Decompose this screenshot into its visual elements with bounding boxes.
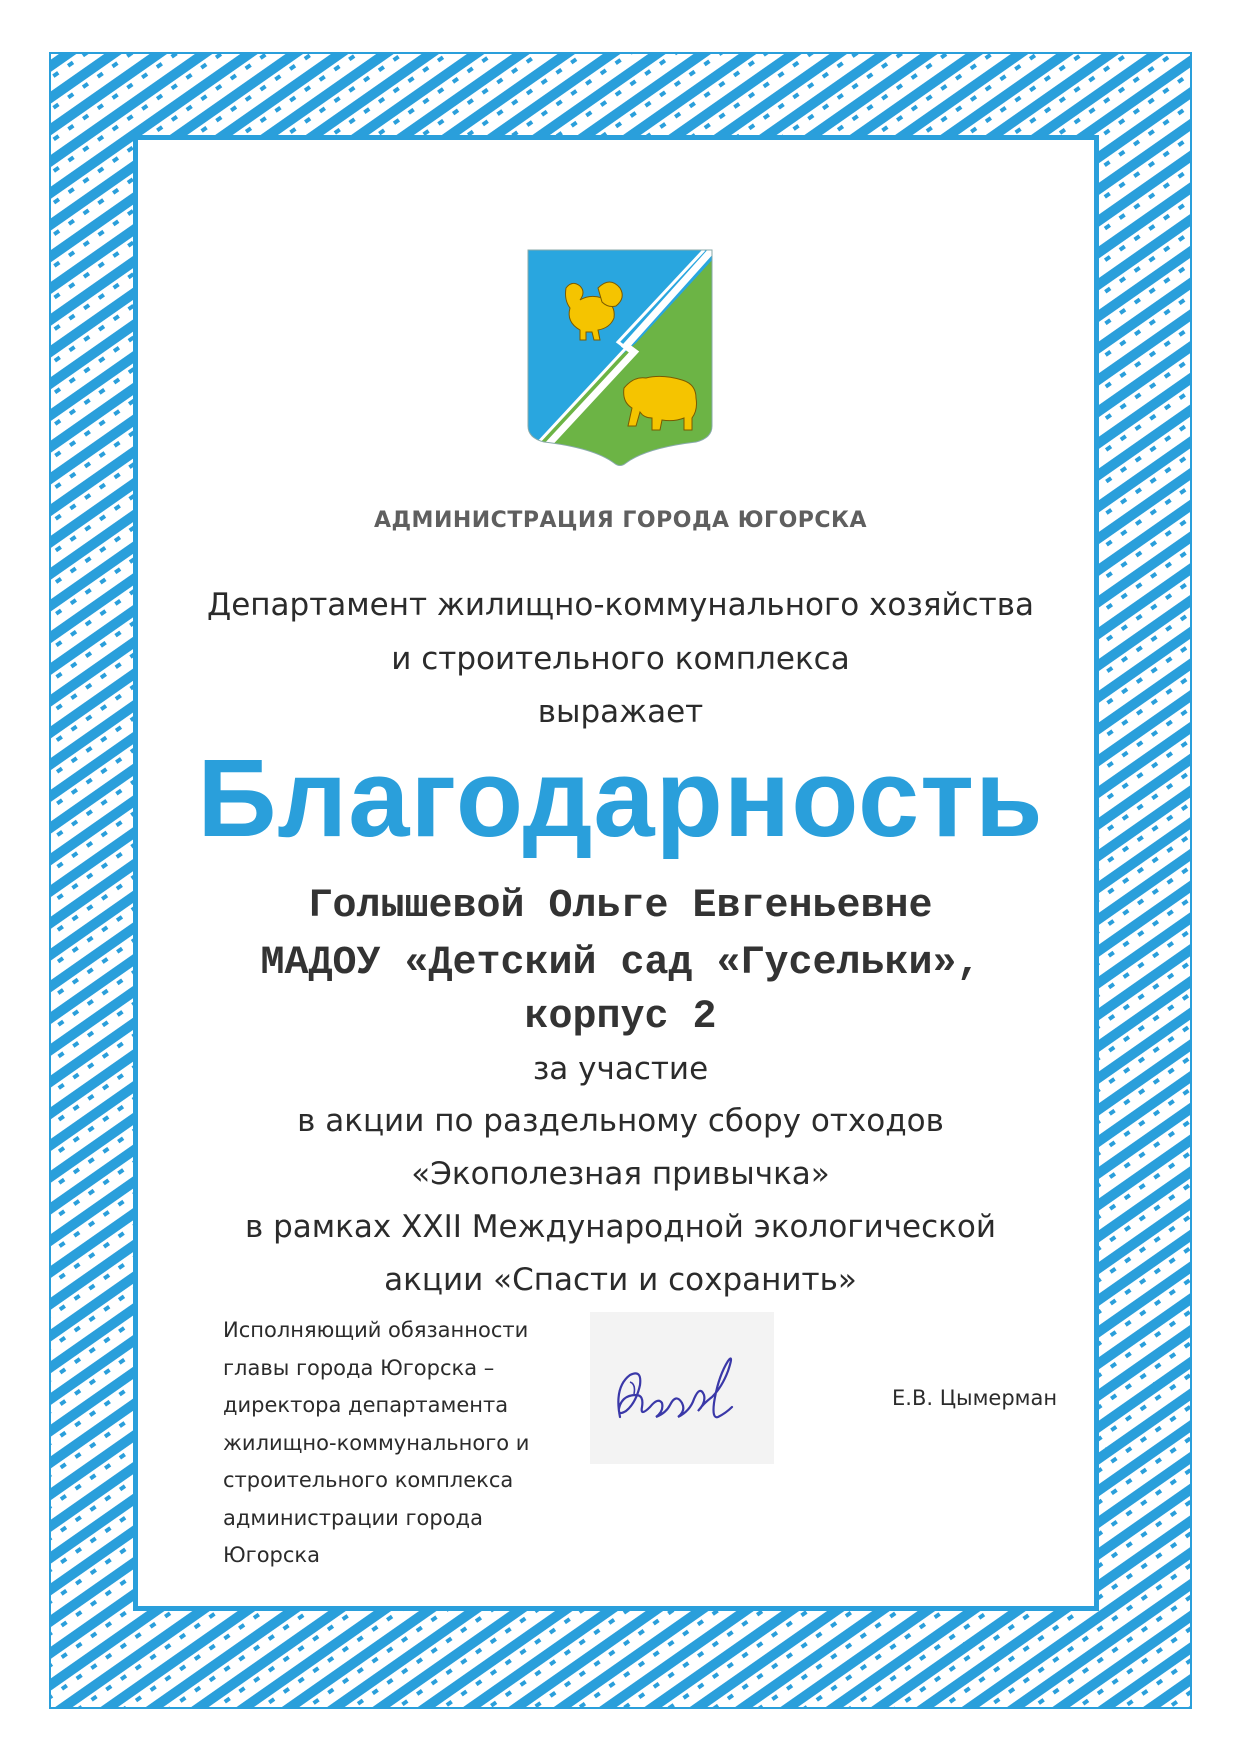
- reason-line-1: за участие: [532, 1051, 709, 1087]
- signature-icon: [590, 1312, 774, 1464]
- reason-line-4: в рамках XXII Международной экологической: [244, 1209, 996, 1245]
- organization-name: АДМИНИСТРАЦИЯ ГОРОДА ЮГОРСКА: [373, 508, 868, 533]
- recipient-name: Голышевой Ольге Евгеньевне: [308, 884, 933, 929]
- signatory-position-line: Исполняющий обязанности: [223, 1318, 529, 1342]
- signatory-position-line: Югорска: [223, 1543, 320, 1567]
- certificate-title: Благодарность: [197, 737, 1044, 860]
- signatory-position-line: главы города Югорска –: [223, 1355, 495, 1380]
- intro-line-2: и строительного комплекса: [391, 641, 850, 677]
- signatory-position-line: жилищно-коммунального и: [223, 1430, 530, 1455]
- signatory-position-line: директора департамента: [223, 1393, 509, 1417]
- signatory-name: Е.В. Цымерман: [892, 1386, 1058, 1410]
- reason-line-5: акции «Спасти и сохранить»: [384, 1262, 857, 1298]
- intro-line-3: выражает: [537, 694, 704, 730]
- coat-of-arms-icon: [526, 248, 714, 473]
- signatory-position-line: администрации города: [223, 1505, 483, 1530]
- reason-line-3: «Экополезная привычка»: [411, 1156, 830, 1192]
- reason-line-2: в акции по раздельному сбору отходов: [297, 1103, 944, 1139]
- recipient-building: корпус 2: [524, 995, 717, 1040]
- signatory-position: [223, 1312, 563, 1575]
- intro-line-1: Департамент жилищно-коммунального хозяйства: [206, 587, 1035, 623]
- signatory-position-line: строительного комплекса: [223, 1468, 514, 1492]
- recipient-organization: МАДОУ «Детский сад «Гусельки»,: [260, 941, 981, 986]
